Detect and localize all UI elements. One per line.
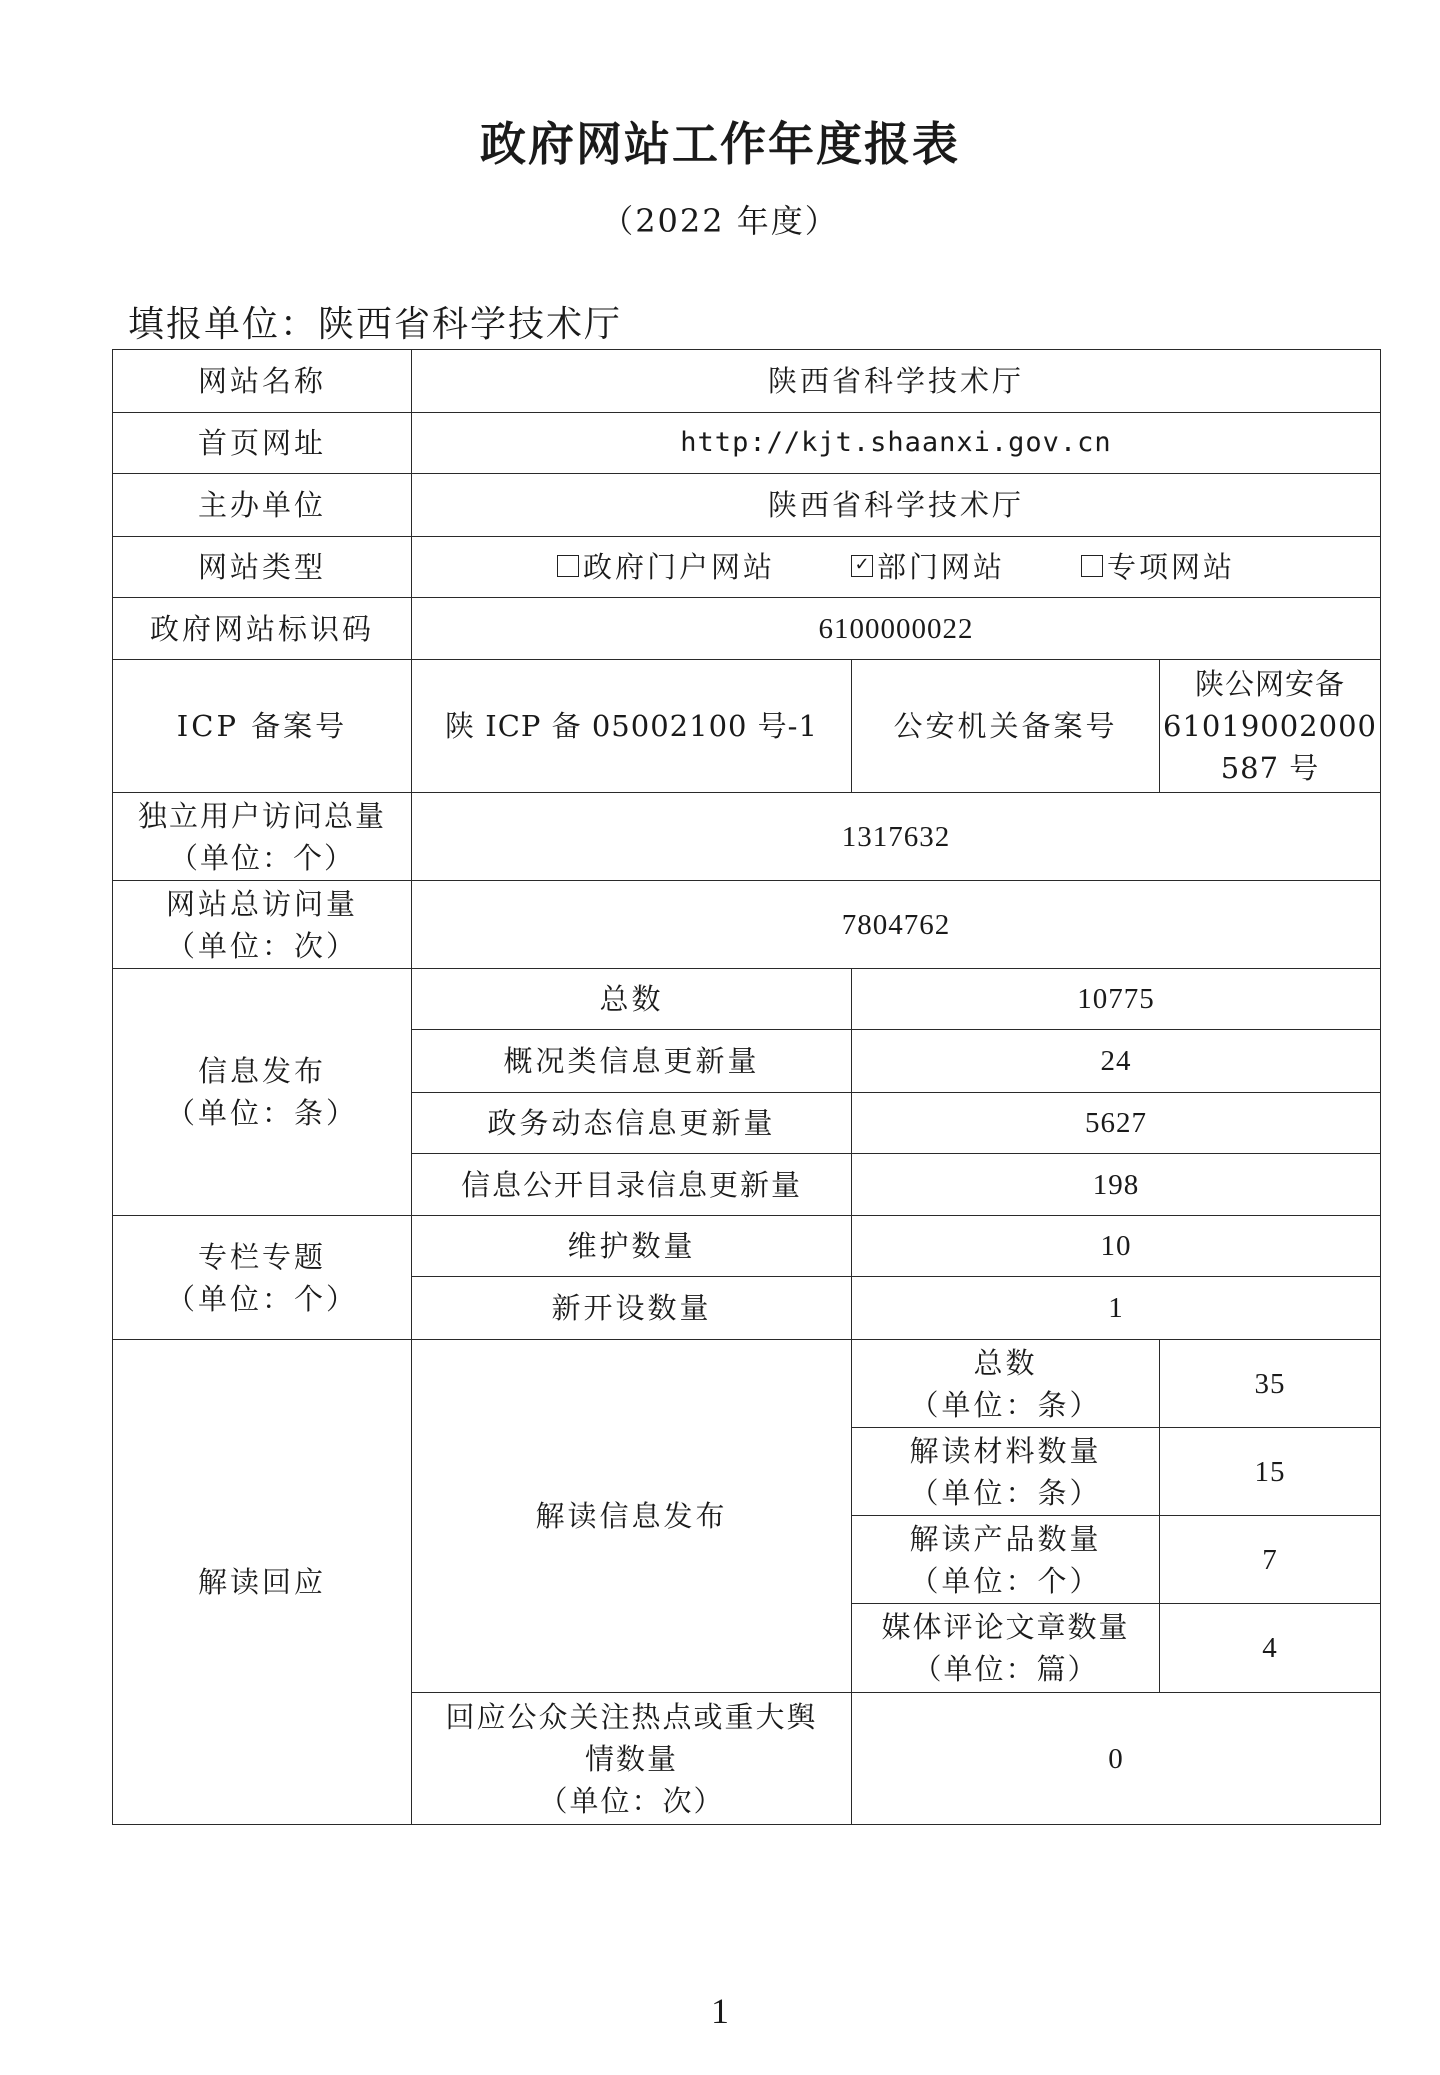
homepage-value: http://kjt.shaanxi.gov.cn	[411, 412, 1381, 474]
unit-line: （单位：次）	[538, 1783, 725, 1818]
police-value-line1: 陕公网安备	[1194, 667, 1345, 701]
site-type-options	[411, 536, 1381, 598]
unit-line: （单位：篇）	[912, 1652, 1099, 1686]
info-publish-label	[112, 968, 412, 1216]
unit-line: （单位：个）	[909, 1563, 1102, 1598]
sponsor-label: 主办单位	[112, 473, 412, 537]
site-type-label: 网站类型	[112, 536, 412, 598]
info-publish-row-value: 10775	[851, 968, 1381, 1030]
label-line: 解读产品数量	[909, 1521, 1102, 1556]
unit-line: （单位：个）	[168, 840, 355, 875]
sponsor-value: 陕西省科学技术厅	[411, 473, 1381, 537]
interp-row-value: 35	[1159, 1339, 1381, 1428]
interp-row-value: 15	[1159, 1427, 1381, 1516]
icp-value: 陕 ICP 备 05002100 号-1	[411, 659, 852, 793]
info-publish-row-label: 政务动态信息更新量	[411, 1092, 852, 1154]
unique-visitors-value: 1317632	[411, 792, 1381, 881]
report-year: （2022 年度）	[601, 202, 839, 240]
interp-row-label	[851, 1339, 1160, 1428]
total-visits-label	[112, 880, 412, 969]
unique-visitors-label	[112, 792, 412, 881]
police-value-line2: 61019002000	[1163, 709, 1377, 743]
label-line: 总数	[973, 1345, 1038, 1380]
site-name-label: 网站名称	[112, 349, 412, 413]
label-line: 网站总访问量	[165, 886, 358, 921]
interpretation-publish-label: 解读信息发布	[411, 1339, 852, 1693]
unit-line: （单位：条）	[909, 1475, 1102, 1510]
checkbox-unchecked-icon[interactable]	[557, 555, 579, 577]
filler-label: 填报单位：	[128, 304, 319, 345]
columns-label	[112, 1215, 412, 1340]
info-publish-row-label: 信息公开目录信息更新量	[411, 1153, 852, 1216]
site-name-value: 陕西省科学技术厅	[411, 349, 1381, 413]
unit-line: （单位：次）	[165, 928, 358, 963]
interpretation-label: 解读回应	[112, 1339, 412, 1825]
response-label	[411, 1692, 852, 1825]
info-publish-row-value: 198	[851, 1153, 1381, 1216]
interp-row-label	[851, 1603, 1160, 1693]
unit-line: （单位：条）	[909, 1387, 1102, 1422]
interp-row-label	[851, 1515, 1160, 1604]
label-line: 回应公众关注热点或重大舆	[445, 1699, 818, 1734]
police-record-label: 公安机关备案号	[851, 659, 1160, 793]
columns-row-label: 新开设数量	[411, 1276, 852, 1340]
interp-row-label	[851, 1427, 1160, 1516]
site-code-value: 6100000022	[411, 597, 1381, 660]
site-type-option-portal[interactable]	[557, 546, 775, 588]
label-line: 独立用户访问总量	[137, 798, 386, 833]
columns-row-value: 10	[851, 1215, 1381, 1277]
option-label: 政府门户网站	[582, 550, 775, 584]
label-line: 情数量	[584, 1741, 678, 1776]
filler-unit	[128, 296, 622, 347]
unit-line: （单位：条）	[165, 1096, 358, 1130]
filler-value: 陕西省科学技术厅	[318, 304, 623, 345]
site-type-option-department[interactable]	[851, 546, 1005, 588]
columns-row-value: 1	[851, 1276, 1381, 1340]
checkbox-checked-icon[interactable]: ✓	[851, 555, 873, 577]
checkbox-unchecked-icon[interactable]	[1081, 555, 1103, 577]
site-code-label: 政府网站标识码	[112, 597, 412, 660]
page-number: 1	[711, 1991, 729, 2031]
icp-label: ICP 备案号	[112, 659, 412, 793]
unit-line: （单位：个）	[165, 1281, 358, 1316]
site-type-option-special[interactable]	[1081, 546, 1235, 588]
police-value-line3: 587 号	[1220, 751, 1320, 785]
columns-row-label: 维护数量	[411, 1215, 852, 1277]
label-line: 专栏专题	[197, 1239, 326, 1274]
option-label: 专项网站	[1107, 550, 1236, 584]
report-title: 政府网站工作年度报表	[480, 117, 960, 171]
label-line: 信息发布	[197, 1054, 326, 1088]
label-line: 媒体评论文章数量	[881, 1610, 1130, 1644]
interp-row-value: 7	[1159, 1515, 1381, 1604]
option-label: 部门网站	[876, 550, 1005, 584]
info-publish-row-value: 5627	[851, 1092, 1381, 1154]
police-record-value	[1159, 659, 1381, 793]
interp-row-value: 4	[1159, 1603, 1381, 1693]
info-publish-row-label: 概况类信息更新量	[411, 1029, 852, 1093]
homepage-label: 首页网址	[112, 412, 412, 474]
total-visits-value: 7804762	[411, 880, 1381, 969]
info-publish-row-value: 24	[851, 1029, 1381, 1093]
response-value: 0	[851, 1692, 1381, 1825]
info-publish-row-label: 总数	[411, 968, 852, 1030]
label-line: 解读材料数量	[909, 1433, 1102, 1468]
